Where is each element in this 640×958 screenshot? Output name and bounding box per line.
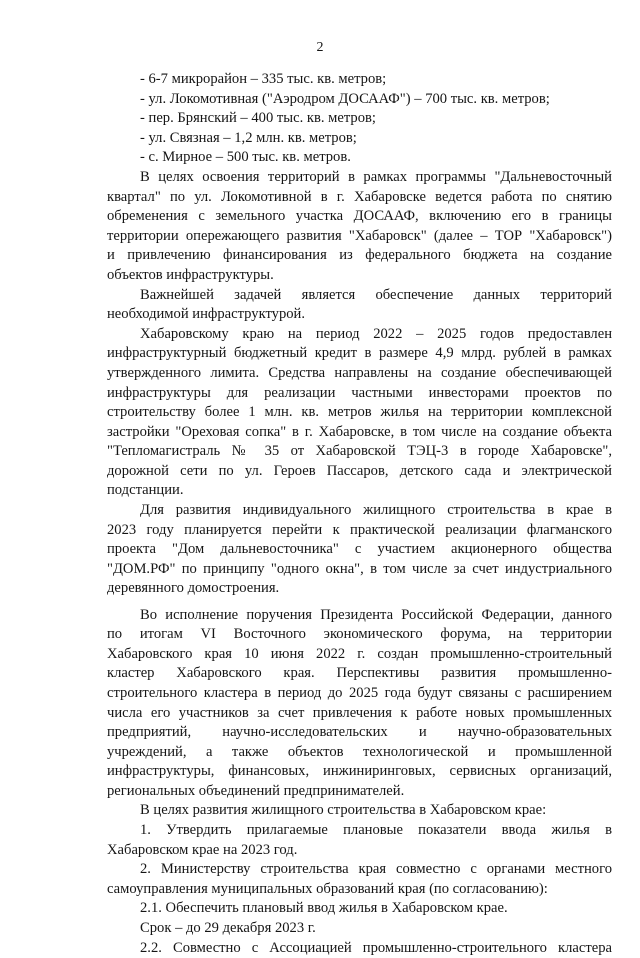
- text-line: по итогам VI Восточного экономического форума, на территории: [107, 626, 612, 643]
- text-line: квартал" по ул. Локомотивной в г. Хабаровске ведется работа по снятию: [107, 188, 612, 205]
- text-line: строительству более 1 млн. кв. метров жилья на территории комплексной: [107, 404, 612, 421]
- text-line: самоуправления муниципальных образований края (по согласованию):: [107, 880, 548, 897]
- text-line: предприятий, научно-исследовательских и научно-образовательных: [107, 724, 612, 741]
- text-line: территории опережающего развития "Хабаровск" (далее – ТОР "Хабаровск"): [107, 227, 612, 244]
- text-line: Срок – до 29 декабря 2023 г.: [140, 920, 316, 937]
- text-line: проекта "Дом дальневосточника" с участием акционерного общества: [107, 541, 612, 558]
- text-line: региональных объединений предпринимателей.: [107, 782, 405, 799]
- text-line: 2023 году планируется перейти к практической реализации флагманского: [107, 521, 612, 538]
- text-line: учреждений, а также объектов технологической и промышленной: [107, 743, 612, 760]
- text-line: Хабаровскому краю на период 2022 – 2025 годов предоставлен: [140, 325, 612, 342]
- text-line: Хабаровском крае на 2023 год.: [107, 841, 298, 858]
- text-line: обременения с земельного участка ДОСААФ, включению его в границы: [107, 208, 612, 225]
- text-line: - с. Мирное – 500 тыс. кв. метров.: [140, 149, 351, 166]
- text-line: "Тепломагистраль № 35 от Хабаровской ТЭЦ-3 в городе Хабаровске",: [107, 443, 612, 460]
- text-line: утвержденного лимита. Средства направлены на создание обеспечивающей: [107, 364, 612, 381]
- text-line: - ул. Связная – 1,2 млн. кв. метров;: [140, 129, 357, 146]
- text-line: - пер. Брянский – 400 тыс. кв. метров;: [140, 110, 376, 127]
- text-line: В целях освоения территорий в рамках программы "Дальневосточный: [140, 168, 612, 185]
- document-body: [107, 70, 612, 958]
- text-line: - 6-7 микрорайон – 335 тыс. кв. метров;: [140, 71, 387, 87]
- text-line: объектов инфраструктуры.: [107, 266, 274, 283]
- text-line: строительного кластера в период до 2025 года будут связаны с расширением: [107, 684, 612, 701]
- text-line: инфраструктурный бюджетный кредит в размере 4,9 млрд. рублей в рамках: [107, 345, 612, 362]
- text-line: необходимой инфраструктурой.: [107, 306, 306, 323]
- text-line: Хабаровского края 10 июня 2022 г. создан промышленно-строительный: [107, 645, 612, 662]
- text-line: деревянного домостроения.: [107, 580, 280, 597]
- text-line: В целях развития жилищного строительства в Хабаровском крае:: [140, 802, 547, 819]
- text-line: застройки "Ореховая сопка" в г. Хабаровске, в том числе на создание объекта: [107, 423, 612, 440]
- text-line: Важнейшей задачей является обеспечение данных территорий: [140, 286, 612, 303]
- text-line: инфраструктуры, финансовых, инжиниринговых, сервисных организаций,: [107, 763, 612, 780]
- page-number: 2: [316, 40, 324, 55]
- text-line: инфраструктуры для реализации частными инвесторами проектов по: [107, 384, 612, 401]
- text-line: 2. Министерству строительства края совместно с органами местного: [140, 861, 612, 878]
- text-line: и привлечению финансирования из федерального бюджета на создание: [107, 247, 612, 264]
- text-line: подстанции.: [107, 482, 184, 499]
- text-line: числа его участников за счет привлечения к работе новых промышленных: [107, 704, 612, 721]
- text-line: 2.2. Совместно с Ассоциацией промышленно-строительного кластера: [140, 939, 612, 956]
- text-line: кластер Хабаровского края. Перспективы развития промышленно-: [107, 665, 612, 682]
- text-line: - ул. Локомотивная ("Аэродром ДОСААФ") – 700 тыс. кв. метров;: [140, 90, 550, 107]
- text-line: Для развития индивидуального жилищного строительства в крае в: [140, 502, 612, 519]
- text-line: 1. Утвердить прилагаемые плановые показатели ввода жилья в: [140, 822, 612, 839]
- text-line: "ДОМ.РФ" по принципу "одного окна", в том числе за счет индустриального: [107, 560, 612, 577]
- text-line: Во исполнение поручения Президента Российской Федерации, данного: [140, 606, 612, 623]
- text-line: дорожной сети по ул. Героев Пассаров, детского сада и электрической: [107, 462, 612, 479]
- text-line: 2.1. Обеспечить плановый ввод жилья в Хабаровском крае.: [140, 900, 508, 917]
